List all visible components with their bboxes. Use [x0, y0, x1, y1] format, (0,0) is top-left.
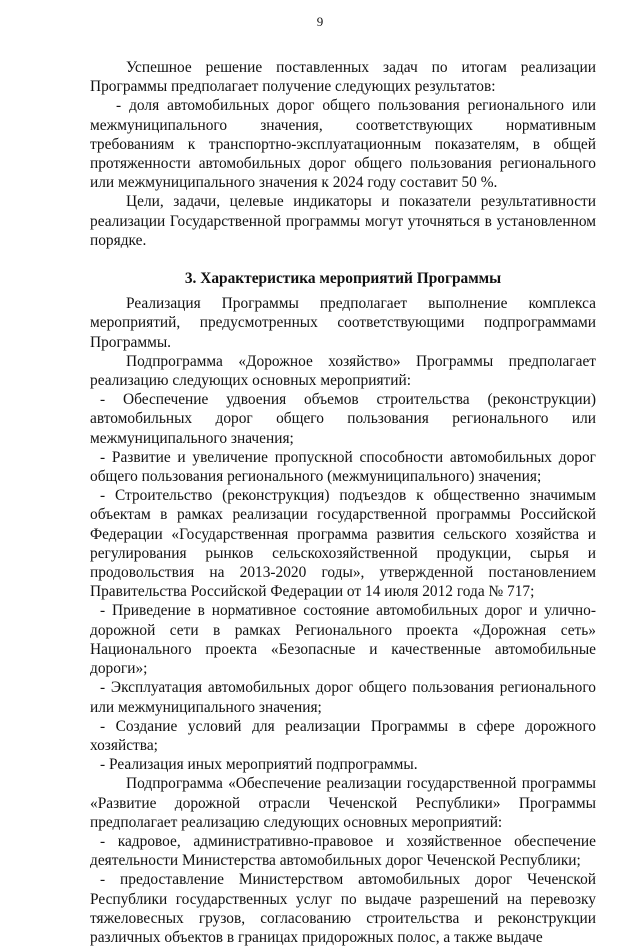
intro-result-item: - доля автомобильных дорог общего пользования регионального или межмуниципального значения, соответствующих нормативным требованиям к транспортно-эксплуатационным показателям, в общей протяженности автомобильных дорог общего пользования регионального или межмуниципального значения к 2024 году составит 50 %. [90, 97, 596, 192]
list-item: - Строительство (реконструкция) подъездов к общественно значимым объектам в рамках реализации государственной программы Российской Федерации «Государственная программа развития сельского хозяйства и регулирования рынков сельскохозяйственной продукции, сырья и продовольствия на 2013-2020 годы», утвержденной постановлением Правительства Российской Федерации от 14 июля 2012 года № 717; [90, 487, 596, 601]
intro-paragraph: Успешное решение поставленных задач по итогам реализации Программы предполагает получение следующих результатов: [90, 59, 596, 96]
list-item: - Обеспечение удвоения объемов строительства (реконструкции) автомобильных дорог общего пользования регионального или межмуниципального значения; [90, 391, 596, 447]
document-body [90, 58, 596, 947]
subprogram-paragraph: Подпрограмма «Дорожное хозяйство» Программы предполагает реализацию следующих основных мероприятий: [90, 352, 596, 390]
section-title: 3. Характеристика мероприятий Программы [184, 270, 502, 288]
list-item: - Развитие и увеличение пропускной способности автомобильных дорог общего пользования регионального (межмуниципального) значения; [90, 448, 596, 486]
list-item: - Реализация иных мероприятий подпрограммы. [100, 756, 418, 774]
list-item: - Эксплуатация автомобильных дорог общего пользования регионального или межмуниципального значения; [90, 679, 596, 716]
list-item: - кадровое, административно-правовое и хозяйственное обеспечение деятельности Министерства автомобильных дорог Чеченской Республики; [90, 832, 596, 870]
page-number: 9 [316, 14, 324, 29]
section-paragraph: Реализация Программы предполагает выполнение комплекса мероприятий, предусмотренных соответствующими подпрограммами Программы. [90, 295, 596, 351]
list-item: - Приведение в нормативное состояние автомобильных дорог и улично-дорожной сети в рамках Регионального проекта «Дорожная сеть» Национального проекта «Безопасные и качественные автомобильные дороги»; [90, 602, 596, 678]
list-item: - предоставление Министерством автомобильных дорог Чеченской Республики государственных услуг по выдаче разрешений на перевозку тяжеловесных грузов, согласованию строительства и реконструкции различных объектов в границах придорожных полос, а также выдаче [90, 871, 596, 946]
subprogram-paragraph: Подпрограмма «Обеспечение реализации государственной программы «Развитие дорожной отрасли Чеченской Республики» Программы предполагает реализацию следующих основных мероприятий: [90, 775, 596, 831]
intro-paragraph: Цели, задачи, целевые индикаторы и показатели результативности реализации Государственной программы могут уточняться в установленном порядке. [90, 193, 596, 249]
list-item: - Создание условий для реализации Программы в сфере дорожного хозяйства; [90, 717, 596, 754]
